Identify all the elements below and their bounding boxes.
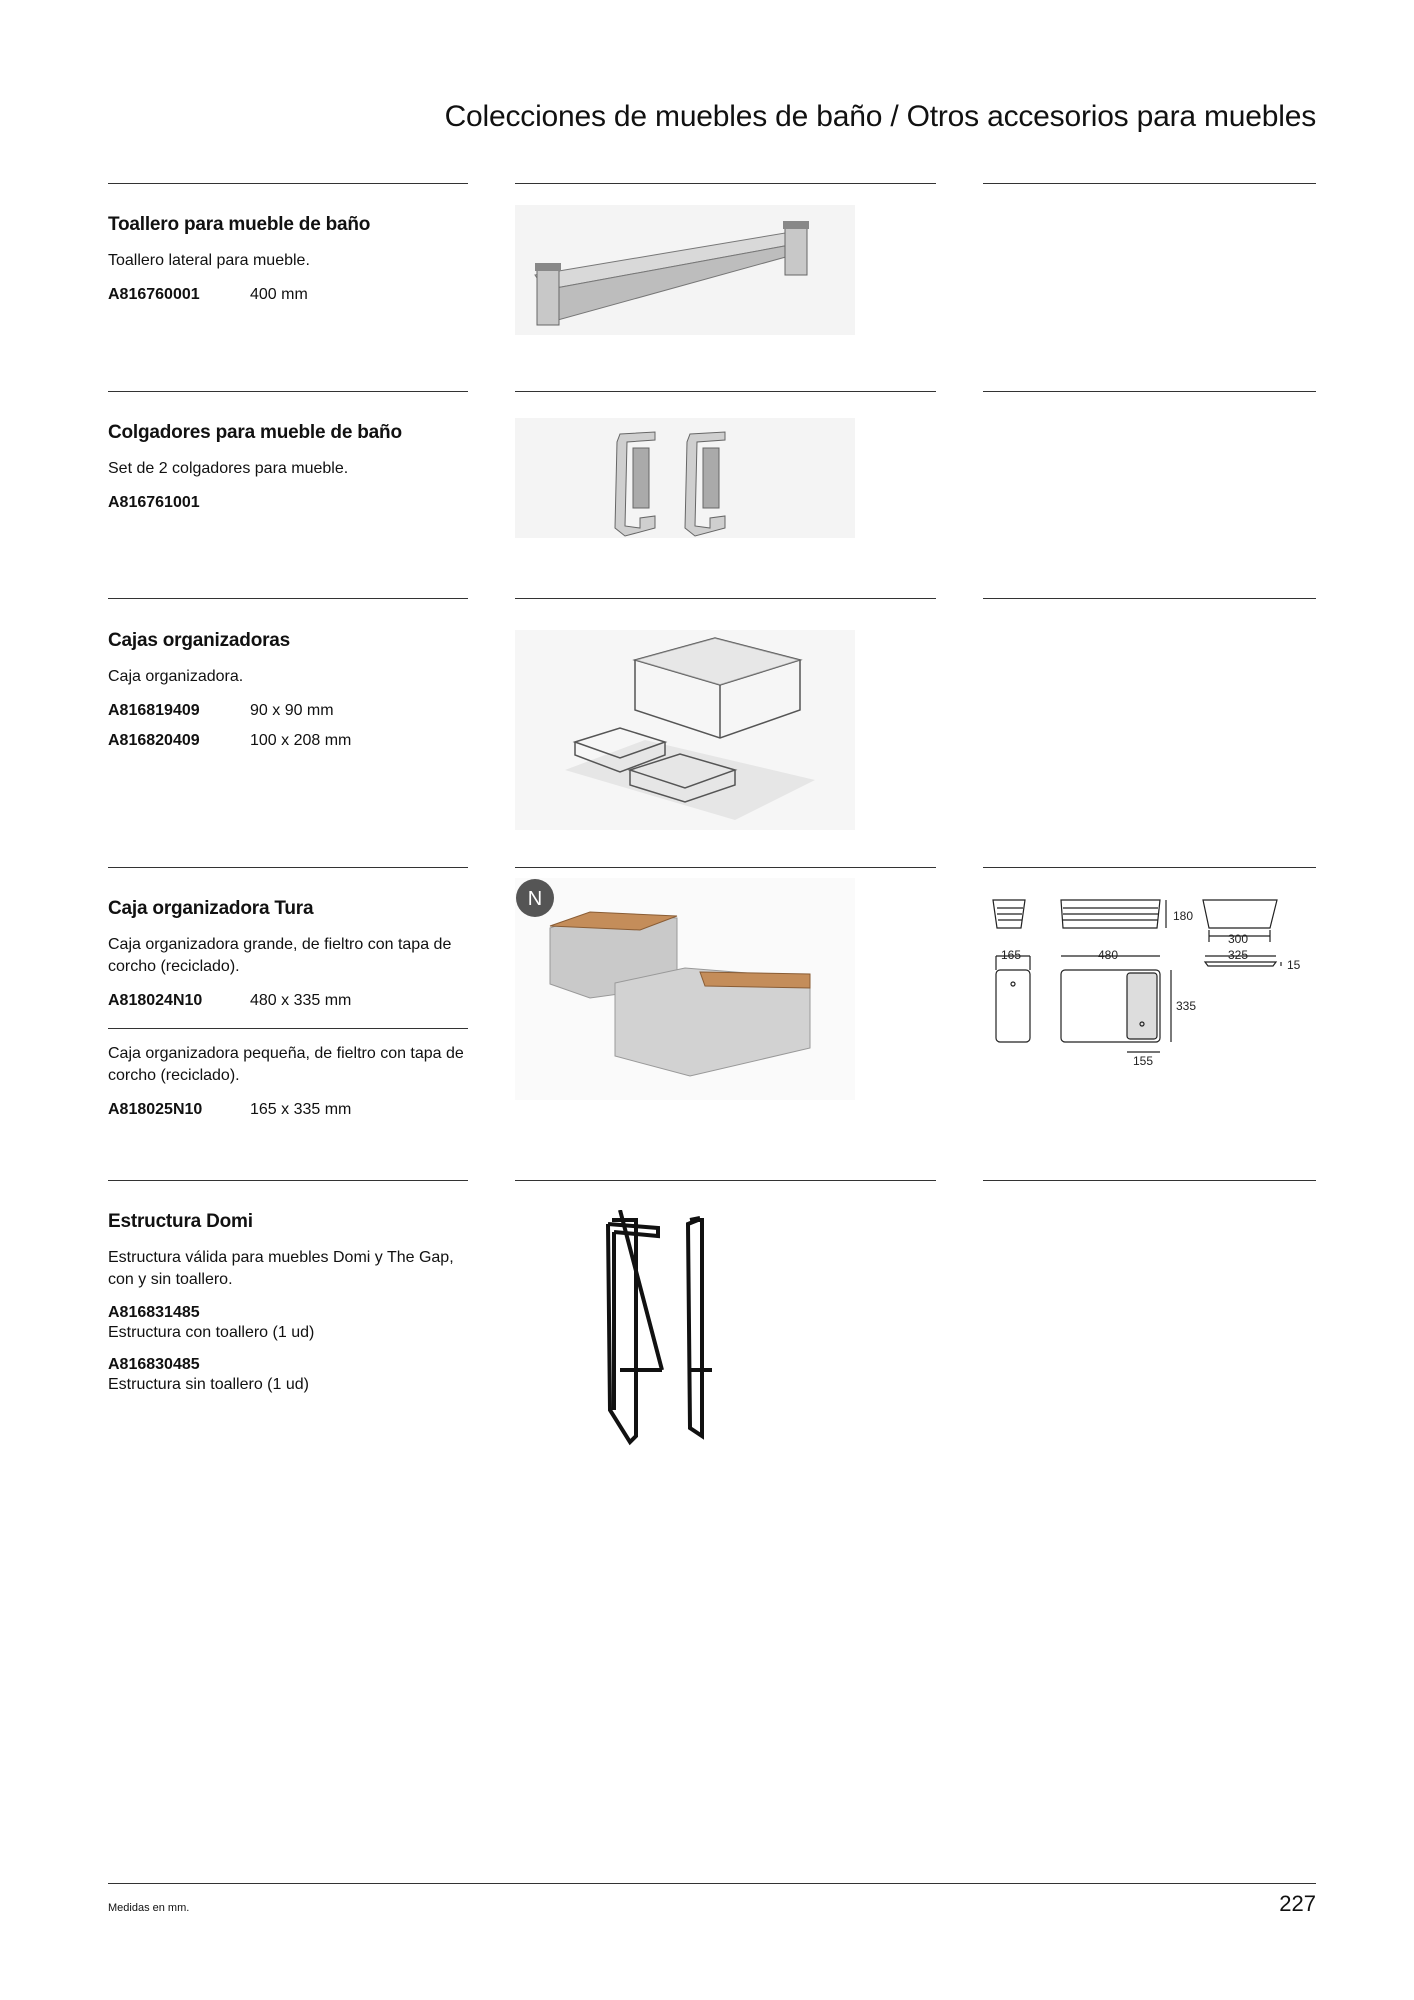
- new-badge-label: N: [527, 888, 543, 910]
- dim-label: 300: [1228, 932, 1249, 946]
- divider: [515, 867, 936, 868]
- section-description: Estructura válida para muebles Domi y The Gap, con y sin toallero.: [108, 1249, 454, 1288]
- product-label: Estructura sin toallero (1 ud): [108, 1376, 309, 1393]
- product-code-row: [108, 700, 468, 722]
- section-description: Set de 2 colgadores para mueble.: [108, 460, 349, 477]
- divider: [108, 1180, 468, 1181]
- divider: [983, 1180, 1316, 1181]
- tura-dimension-drawing: [983, 890, 1316, 1100]
- product-code: A816760001: [108, 286, 200, 303]
- product-label: Estructura con toallero (1 ud): [108, 1324, 315, 1341]
- product-code-row: [108, 284, 468, 306]
- section-title: Cajas organizadoras: [108, 630, 291, 651]
- divider: [108, 598, 468, 599]
- divider: [108, 867, 468, 868]
- section-description: Caja organizadora grande, de fieltro con tapa de corcho (reciclado).: [108, 936, 452, 975]
- product-code-row: [108, 1099, 468, 1121]
- divider: [983, 391, 1316, 392]
- product-code-row: [108, 730, 468, 752]
- product-size: 400 mm: [250, 286, 308, 303]
- hangers-image: [515, 418, 855, 538]
- divider: [108, 1028, 468, 1029]
- section-title: Estructura Domi: [108, 1211, 253, 1232]
- towel-rail-image: [515, 205, 855, 335]
- divider: [983, 598, 1316, 599]
- product-code-block: [108, 1303, 468, 1343]
- dim-label: 155: [1133, 1054, 1154, 1068]
- divider: [983, 867, 1316, 868]
- footer-note: Medidas en mm.: [108, 1902, 190, 1914]
- divider: [515, 598, 936, 599]
- product-code: A816830485: [108, 1356, 200, 1373]
- product-size: 165 x 335 mm: [250, 1101, 352, 1118]
- divider: [515, 391, 936, 392]
- product-code-row: [108, 990, 468, 1012]
- divider: [515, 183, 936, 184]
- tura-boxes-image: [515, 878, 855, 1100]
- section-title: Caja organizadora Tura: [108, 898, 314, 919]
- product-size: 480 x 335 mm: [250, 992, 352, 1009]
- section-hangers: [108, 422, 468, 522]
- section-description: Caja organizadora.: [108, 668, 244, 685]
- dim-label: 180: [1173, 909, 1194, 923]
- product-code: A816761001: [108, 494, 200, 511]
- section-domi: [108, 1211, 468, 1407]
- divider: [983, 183, 1316, 184]
- product-code: A816820409: [108, 732, 200, 749]
- section-title: Toallero para mueble de baño: [108, 214, 371, 235]
- product-code-block: [108, 1355, 468, 1395]
- section-tura: [108, 898, 468, 1129]
- section-description: Caja organizadora pequeña, de fieltro con tapa de corcho (reciclado).: [108, 1045, 464, 1084]
- dim-label: 480: [1098, 948, 1119, 962]
- product-size: 100 x 208 mm: [250, 732, 352, 749]
- product-code-row: [108, 492, 468, 514]
- section-organizer-boxes: [108, 630, 468, 760]
- section-title: Colgadores para mueble de baño: [108, 422, 402, 443]
- product-code: A818024N10: [108, 992, 203, 1009]
- divider: [108, 391, 468, 392]
- dim-label: 335: [1176, 999, 1197, 1013]
- divider: [515, 1180, 936, 1181]
- organizer-boxes-image: [515, 630, 855, 830]
- domi-structure-image: [590, 1210, 770, 1450]
- product-size: 90 x 90 mm: [250, 702, 334, 719]
- dim-label: 325: [1228, 948, 1249, 962]
- page-title: Colecciones de muebles de baño / Otros accesorios para muebles: [444, 100, 1316, 133]
- product-code: A818025N10: [108, 1101, 203, 1118]
- dim-label: 165: [1001, 948, 1022, 962]
- product-code: A816819409: [108, 702, 200, 719]
- page-number: 227: [1279, 1891, 1316, 1916]
- divider: [108, 1883, 1316, 1884]
- section-towel-rail: [108, 214, 468, 314]
- product-code: A816831485: [108, 1304, 200, 1321]
- section-description: Toallero lateral para mueble.: [108, 252, 310, 269]
- dim-label: 15: [1287, 958, 1301, 972]
- divider: [108, 183, 468, 184]
